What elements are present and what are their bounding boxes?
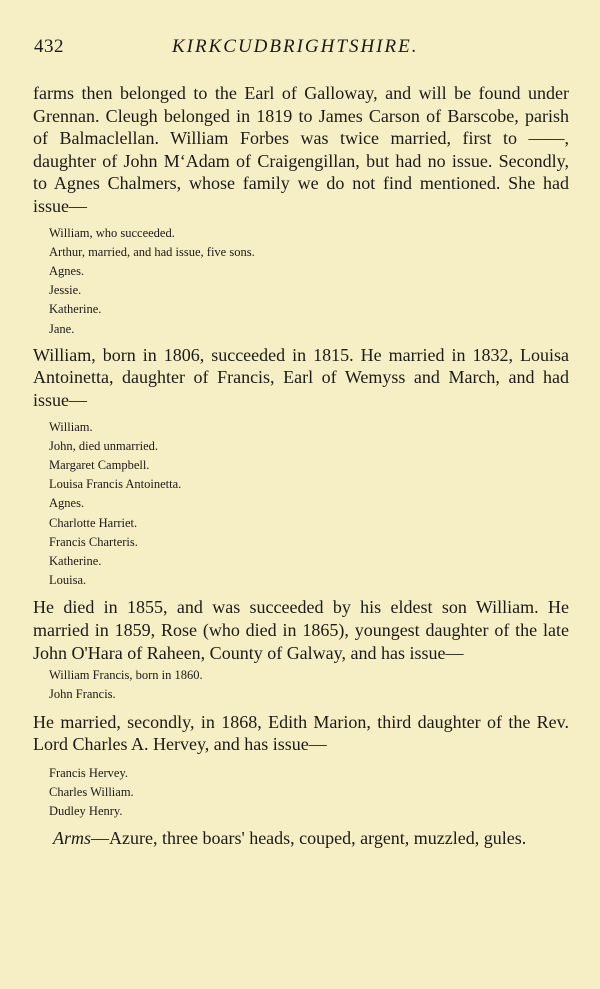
list-item: Margaret Campbell. — [49, 457, 150, 472]
paragraph-william-1806: William, born in 1806, succeeded in 1815. He married in 1832, Louisa Antoinetta, daughter of Francis, Earl of Wemyss and March, and had issue— — [33, 344, 569, 410]
list-item: Louisa Francis Antoinetta. — [49, 477, 182, 492]
list-item: Agnes. — [49, 263, 85, 278]
issue-list-agnes-chalmers — [33, 224, 569, 339]
arms-label: Arms — [53, 828, 92, 849]
list-item: Charles William. — [49, 784, 134, 799]
issue-list-louisa-antoinetta — [33, 418, 569, 591]
page-number: 432 — [34, 36, 64, 57]
list-item: Jessie. — [49, 283, 82, 298]
running-title: KIRKCUDBRIGHTSHIRE. — [172, 36, 419, 57]
arms-text: —Azure, three boars' heads, couped, argent, muzzled, gules. — [91, 828, 527, 849]
page-body — [33, 82, 569, 850]
list-item: Katherine. — [49, 553, 102, 568]
list-item: John, died unmarried. — [49, 438, 159, 453]
list-item: Louisa. — [49, 573, 87, 588]
list-item: Jane. — [49, 321, 75, 336]
list-item: John Francis. — [49, 687, 116, 702]
list-item: Katherine. — [49, 302, 102, 317]
list-item: Agnes. — [49, 496, 85, 511]
issue-list-edith-marion — [33, 764, 569, 822]
list-item: Charlotte Harriet. — [49, 515, 138, 530]
list-item: Francis Charteris. — [49, 534, 138, 549]
list-item: William, who succeeded. — [49, 225, 175, 240]
list-item: Arthur, married, and had issue, five sons. — [49, 244, 255, 259]
list-item: Dudley Henry. — [49, 804, 123, 819]
paragraph-died-1855: He died in 1855, and was succeeded by his eldest son William. He married in 1859, Rose (who died in 1865), youngest daughter of the late John O'Hara of Raheen, County of Galway, and has issue— — [33, 597, 569, 663]
list-item: Francis Hervey. — [49, 765, 129, 780]
paragraph-second-marriage-1868: He married, secondly, in 1868, Edith Marion, third daughter of the Rev. Lord Charles A. Hervey, and has issue— — [33, 711, 569, 755]
arms-blazon — [33, 827, 569, 850]
paragraph-forbes-marriages: farms then belonged to the Earl of Galloway, and will be found under Grennan. Cleugh belonged in 1819 to James Carson of Barscobe, parish of Balmaclellan. William Forbes was twice married, first to ——, daughter of John M‘Adam of Craigengillan, but had no issue. Secondly, to Agnes Chalmers, whose family we do not find mentioned. She had issue— — [33, 83, 569, 216]
issue-list-rose-ohara — [33, 666, 569, 704]
page-header — [34, 36, 570, 60]
list-item: William. — [49, 419, 93, 434]
list-item: William Francis, born in 1860. — [49, 668, 203, 683]
